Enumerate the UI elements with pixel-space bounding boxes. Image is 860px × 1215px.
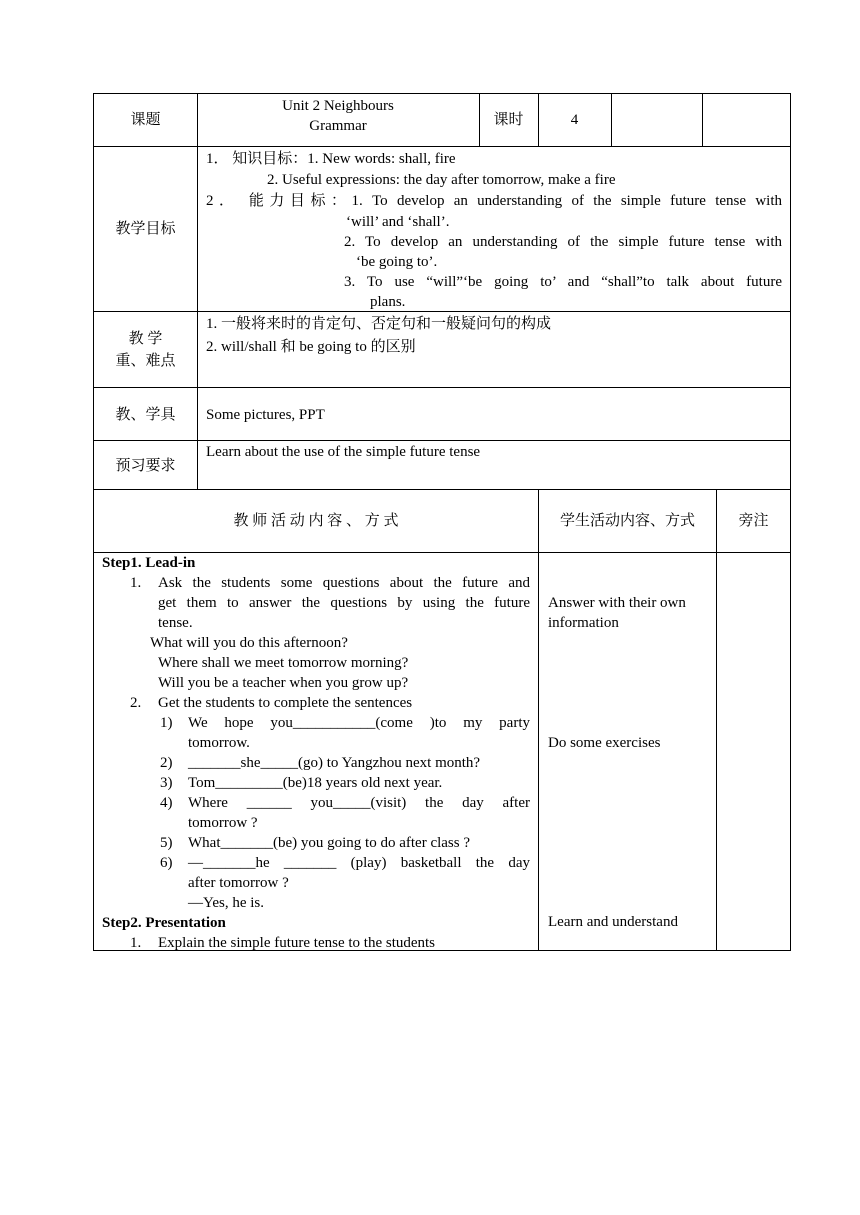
key-points-label: 教 学 <box>128 331 163 347</box>
period-value: 4 <box>570 112 579 128</box>
list-item: Get the students to complete the sentences <box>158 695 413 711</box>
answer-line: —Yes, he is. <box>188 895 264 911</box>
objective-line: 3. To use “will”‘be going to’ and “shall”to talk about future <box>344 274 782 290</box>
list-number: 1. <box>130 935 142 951</box>
objective-line: ‘will’ and ‘shall’. <box>346 214 450 230</box>
student-activity: Do some exercises <box>548 735 661 751</box>
list-item: tense. <box>158 615 193 631</box>
objective-line: 2. Useful expressions: the day after tomorrow, make a fire <box>267 172 616 188</box>
topic-title: Unit 2 Neighbours <box>282 98 394 114</box>
exercise-number: 5) <box>160 835 173 851</box>
objectives-label: 教学目标 <box>115 221 176 237</box>
exercise-text: tomorrow ? <box>188 815 258 831</box>
exercise-number: 6) <box>160 855 173 871</box>
question-line: Will you be a teacher when you grow up? <box>158 675 409 691</box>
notes-header: 旁注 <box>738 513 769 529</box>
exercise-number: 2) <box>160 755 173 771</box>
question-line: What will you do this afternoon? <box>150 635 348 651</box>
row-divider <box>93 552 791 553</box>
exercise-number: 1) <box>160 715 173 731</box>
step1-title: Step1. Lead-in <box>102 555 196 571</box>
key-point-line: 2. will/shall 和 be going to 的区别 <box>206 339 416 355</box>
preview-label: 预习要求 <box>115 458 176 474</box>
tools-label: 教、学具 <box>115 407 176 423</box>
exercise-text: after tomorrow ? <box>188 875 289 891</box>
exercise-text: Tom_________(be)18 years old next year. <box>188 775 443 791</box>
tools-value: Some pictures, PPT <box>206 407 325 423</box>
list-number: 1. <box>130 575 142 591</box>
exercise-number: 3) <box>160 775 173 791</box>
student-activity: Answer with their own <box>548 595 686 611</box>
key-points-label: 重、难点 <box>115 353 176 369</box>
exercise-text: _______she_____(go) to Yangzhou next month? <box>188 755 481 771</box>
col-divider <box>538 489 539 951</box>
student-activity: Learn and understand <box>548 914 678 930</box>
objective-line: 2. To develop an understanding of the simple future tense with <box>344 234 782 250</box>
objective-line: plans. <box>370 294 406 310</box>
student-activity-header: 学生活动内容、方式 <box>559 513 695 529</box>
list-item: get them to answer the questions by using the future <box>158 595 530 611</box>
teacher-activity-header: 教 师 活 动 内 容 、 方 式 <box>233 513 399 529</box>
list-item: Ask the students some questions about the future and <box>158 575 530 591</box>
exercise-number: 4) <box>160 795 173 811</box>
exercise-text: What_______(be) you going to do after class ? <box>188 835 471 851</box>
col-divider <box>716 489 717 951</box>
list-item: Explain the simple future tense to the students <box>158 935 436 951</box>
period-label: 课时 <box>493 112 524 128</box>
col-divider <box>197 93 198 490</box>
exercise-text: —_______he _______ (play) basketball the day <box>188 855 530 871</box>
col-divider <box>611 93 612 147</box>
topic-subtitle: Grammar <box>309 118 367 134</box>
objective-line: ‘be going to’. <box>356 254 438 270</box>
student-activity: information <box>548 615 619 631</box>
exercise-text: tomorrow. <box>188 735 250 751</box>
key-point-line: 1. 一般将来时的肯定句、否定句和一般疑问句的构成 <box>206 316 552 332</box>
list-number: 2. <box>130 695 142 711</box>
exercise-text: We hope you___________(come )to my party <box>188 715 530 731</box>
topic-label: 课题 <box>130 112 161 128</box>
objective-line: 1． 知识目标：1. New words: shall, fire <box>206 151 456 167</box>
col-divider <box>702 93 703 147</box>
preview-value: Learn about the use of the simple future tense <box>206 444 481 460</box>
exercise-text: Where ______ you_____(visit) the day after <box>188 795 530 811</box>
question-line: Where shall we meet tomorrow morning? <box>158 655 409 671</box>
objective-line: 2． 能力目标：1. To develop an understanding of the simple future tense with <box>206 193 782 209</box>
step2-title: Step2. Presentation <box>102 915 226 931</box>
